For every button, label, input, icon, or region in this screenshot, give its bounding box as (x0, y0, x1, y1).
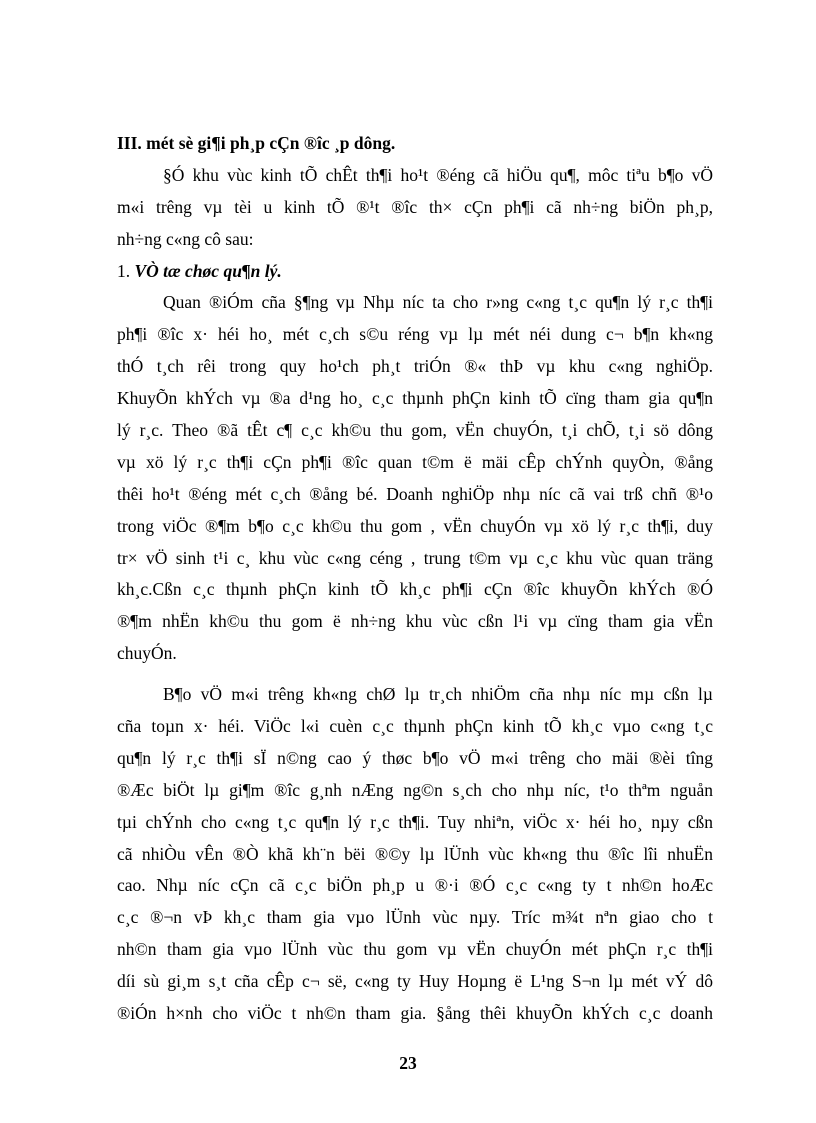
text-line: Quan ®iÓm cña §¶ng vµ Nhµ níc ta cho r»ng c«ng t¸c qu¶n lý r¸c th¶i (163, 292, 713, 313)
text-line: qu¶n lý r¸c th¶i sÏ n©ng cao ý thøc b¶o vÖ m«i trêng cho mäi ®èi tîng (117, 747, 713, 768)
page-number: 23 (399, 1053, 417, 1073)
text-line: tµi chÝnh cho c«ng t¸c qu¶n lý r¸c th¶i. Tuy nhiªn, viÖc x· héi ho¸ nµy cßn (117, 811, 713, 832)
text-line: díi sù gi¸m s¸t cña cÊp c¬ së, c«ng ty Huy Hoµng ë L¹ng S¬n lµ mét vÝ dô (117, 971, 713, 992)
text-line: ®¶m nhËn kh©u thu gom ë nh÷ng khu vùc cßn l¹i vµ cïng tham gia vËn (117, 611, 713, 632)
subsection-title: VÒ tæ chøc qu¶n lý. (134, 260, 282, 281)
text-line: chuyÓn. (117, 643, 177, 664)
text-line: kh¸c.Cßn c¸c thµnh phÇn kinh tÕ kh¸c ph¶i cÇn ®îc khuyÕn khÝch ®Ó (117, 579, 713, 600)
text-line: cña toµn x· héi. ViÖc l«i cuèn c¸c thµnh phÇn kinh tÕ kh¸c vµo c«ng t¸c (117, 716, 713, 737)
paragraph-2 (117, 679, 713, 1030)
text-line: cao. Nhµ níc cÇn cã c¸c biÖn ph¸p u ®·i ®Ó c¸c c«ng ty t nh©n hoÆc (117, 875, 713, 896)
intro-paragraph (117, 160, 713, 256)
subsection-heading (117, 256, 713, 288)
document-page (117, 128, 713, 1030)
section-heading: III. mét sè gi¶i ph¸p cÇn ®îc ¸p dông. (117, 133, 396, 153)
text-line: vµ xö lý r¸c th¶i cÇn ph¶i ®îc quan t©m ë mäi cÊp chÝnh quyÒn, ®ång (117, 451, 713, 472)
text-line: m«i trêng vµ tèi u kinh tÕ ®¹t ®îc th× cÇn ph¶i cã nh÷ng biÖn ph¸p, (117, 196, 713, 217)
text-line: nh©n tham gia vµo lÜnh vùc thu gom vµ vËn chuyÓn mét phÇn r¸c th¶i (117, 939, 713, 960)
text-line: cã nhiÒu vÊn ®Ò khã kh¨n bëi ®©y lµ lÜnh vùc kh«ng thu ®îc lîi nhuËn (117, 843, 713, 864)
text-line: thÓ t¸ch rêi trong quy ho¹ch ph¸t triÓn ®« thÞ vµ khu c«ng nghiÖp. (117, 356, 713, 377)
text-line: KhuyÕn khÝch vµ ®a d¹ng ho¸ c¸c thµnh phÇn kinh tÕ cïng tham gia qu¶n (117, 388, 713, 409)
text-line: ®iÓn h×nh cho viÖc t nh©n tham gia. §ång thêi khuyÕn khÝch c¸c doanh (117, 1003, 713, 1024)
paragraph-1 (117, 287, 713, 670)
text-line: B¶o vÖ m«i trêng kh«ng chØ lµ tr¸ch nhiÖm cña nhµ níc mµ cßn lµ (163, 684, 713, 705)
text-line: c¸c ®¬n vÞ kh¸c tham gia vµo lÜnh vùc nµy. Tríc m¾t nªn giao cho t (117, 907, 713, 928)
subsection-number: 1. (117, 260, 131, 281)
text-line: ®Æc biÖt lµ gi¶m ®îc g¸nh nÆng ng©n s¸ch cho nhµ níc, t¹o thªm nguån (117, 779, 713, 800)
text-line: §Ó khu vùc kinh tÕ chÊt th¶i ho¹t ®éng cã hiÖu qu¶, môc tiªu b¶o vÖ (163, 164, 713, 185)
text-line: trong viÖc ®¶m b¶o c¸c kh©u thu gom , vËn chuyÓn vµ xö lý r¸c th¶i, duy (117, 515, 713, 536)
text-line: thêi ho¹t ®éng mét c¸ch ®ång bé. Doanh nghiÖp nhµ níc cã vai trß chñ ®¹o (117, 483, 713, 504)
text-line: nh÷ng c«ng cô sau: (117, 228, 254, 249)
text-line: ph¶i ®îc x· héi ho¸ mét c¸ch s©u réng vµ lµ mét néi dung c¬ b¶n kh«ng (117, 324, 713, 345)
text-line: lý r¸c. Theo ®ã tÊt c¶ c¸c kh©u thu gom, vËn chuyÓn, t¸i chÕ, t¸i sö dông (117, 420, 713, 441)
text-line: tr× vÖ sinh t¹i c¸ khu vùc c«ng céng , trung t©m vµ c¸c khu vùc quan träng (117, 547, 713, 568)
